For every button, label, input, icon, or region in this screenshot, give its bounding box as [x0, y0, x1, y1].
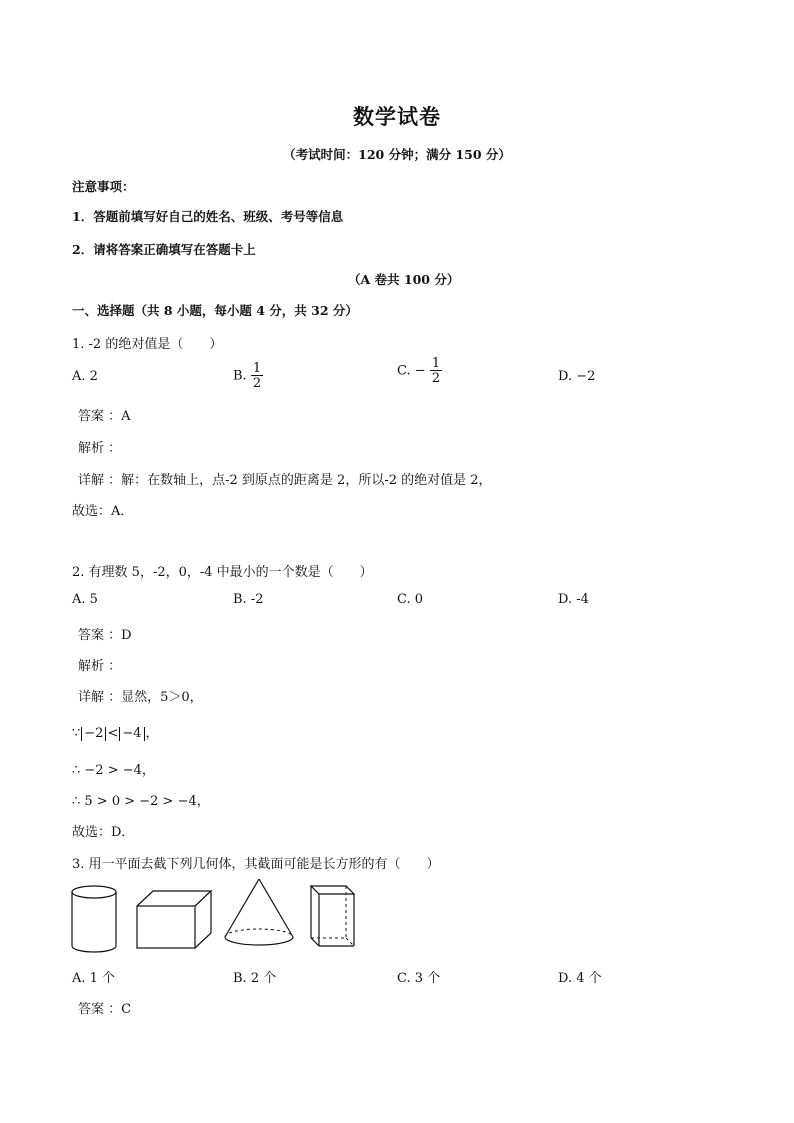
q2-step-2: ∴ −2 > −4， [72, 763, 155, 778]
q1-option-b [233, 362, 263, 390]
question-3-stem: 3. 用一平面去截下列几何体，其截面可能是长方形的有（ ） [72, 857, 440, 872]
q1-analysis: 解析 ： [78, 441, 122, 456]
minus-sign: − [414, 363, 426, 379]
q1-option-c [397, 357, 442, 385]
notice-item-2: 2．请将答案正确填写在答题卡上 [72, 242, 256, 257]
abs-value-left: −2 [81, 727, 106, 741]
q2-analysis: 解析 ： [78, 659, 122, 674]
q1-option-a: A. 2 [72, 369, 98, 384]
q1-conclusion: 故选：A． [72, 504, 134, 519]
page-title: 数学试卷 [353, 104, 441, 129]
q3-option-d: D. 4 个 [558, 971, 602, 986]
q2-detail: 详解 ：显然，5＞0， [78, 690, 203, 705]
because-symbol: ∵ [72, 726, 81, 741]
q2-option-a: A. 5 [72, 592, 98, 607]
cylinder-figure [70, 884, 120, 956]
question-2-stem: 2. 有理数 5，-2，0，-4 中最小的一个数是（ ） [72, 565, 373, 580]
q1-option-c-fraction [430, 357, 442, 385]
fraction-denominator: 2 [431, 371, 441, 386]
q1-answer: 答案 ：A [78, 409, 131, 424]
q1-option-d: D. −2 [558, 369, 596, 384]
section-heading: 一、选择题（共 8 小题，每小题 4 分，共 32 分） [72, 303, 358, 318]
q2-step-3: ∴ 5 > 0 > −2 > −4， [72, 794, 210, 809]
abs-value-right: −4 [119, 727, 144, 741]
q1-option-c-prefix: C. [397, 363, 411, 379]
step-1-suffix: ， [145, 726, 159, 741]
q3-answer: 答案 ：C [78, 1002, 132, 1017]
notice-heading: 注意事项： [72, 179, 135, 194]
notice-item-1: 1．答题前填写好自己的姓名、班级、考号等信息 [72, 209, 344, 224]
cuboid-figure [135, 888, 215, 952]
q3-option-b: B. 2 个 [233, 971, 277, 986]
q2-option-d: D. -4 [558, 592, 589, 607]
q2-step-1 [72, 722, 159, 741]
q3-option-a: A. 1 个 [72, 971, 116, 986]
fraction-numerator: 1 [252, 361, 262, 376]
question-1-stem: 1. -2 的绝对值是（ ） [72, 337, 223, 352]
q1-option-b-fraction [251, 362, 263, 390]
q2-option-b: B. -2 [233, 592, 264, 607]
fraction-denominator: 2 [252, 376, 262, 391]
exam-subtitle: （考试时间：120 分钟；满分 150 分） [283, 147, 511, 162]
q1-detail: 详解 ：解：在数轴上，点-2 到原点的距离是 2，所以-2 的绝对值是 2， [78, 473, 492, 488]
q2-option-c: C. 0 [397, 592, 424, 607]
fraction-numerator: 1 [431, 356, 441, 371]
q2-answer: 答案 ：D [78, 628, 132, 643]
prism-figure [306, 880, 360, 950]
volume-label: （A 卷共 100 分） [348, 272, 460, 287]
cone-figure [222, 877, 298, 951]
q2-conclusion: 故选：D． [72, 825, 135, 840]
less-than-sign: < [107, 726, 119, 741]
q1-option-b-prefix: B. [233, 368, 247, 384]
q3-option-c: C. 3 个 [397, 971, 441, 986]
